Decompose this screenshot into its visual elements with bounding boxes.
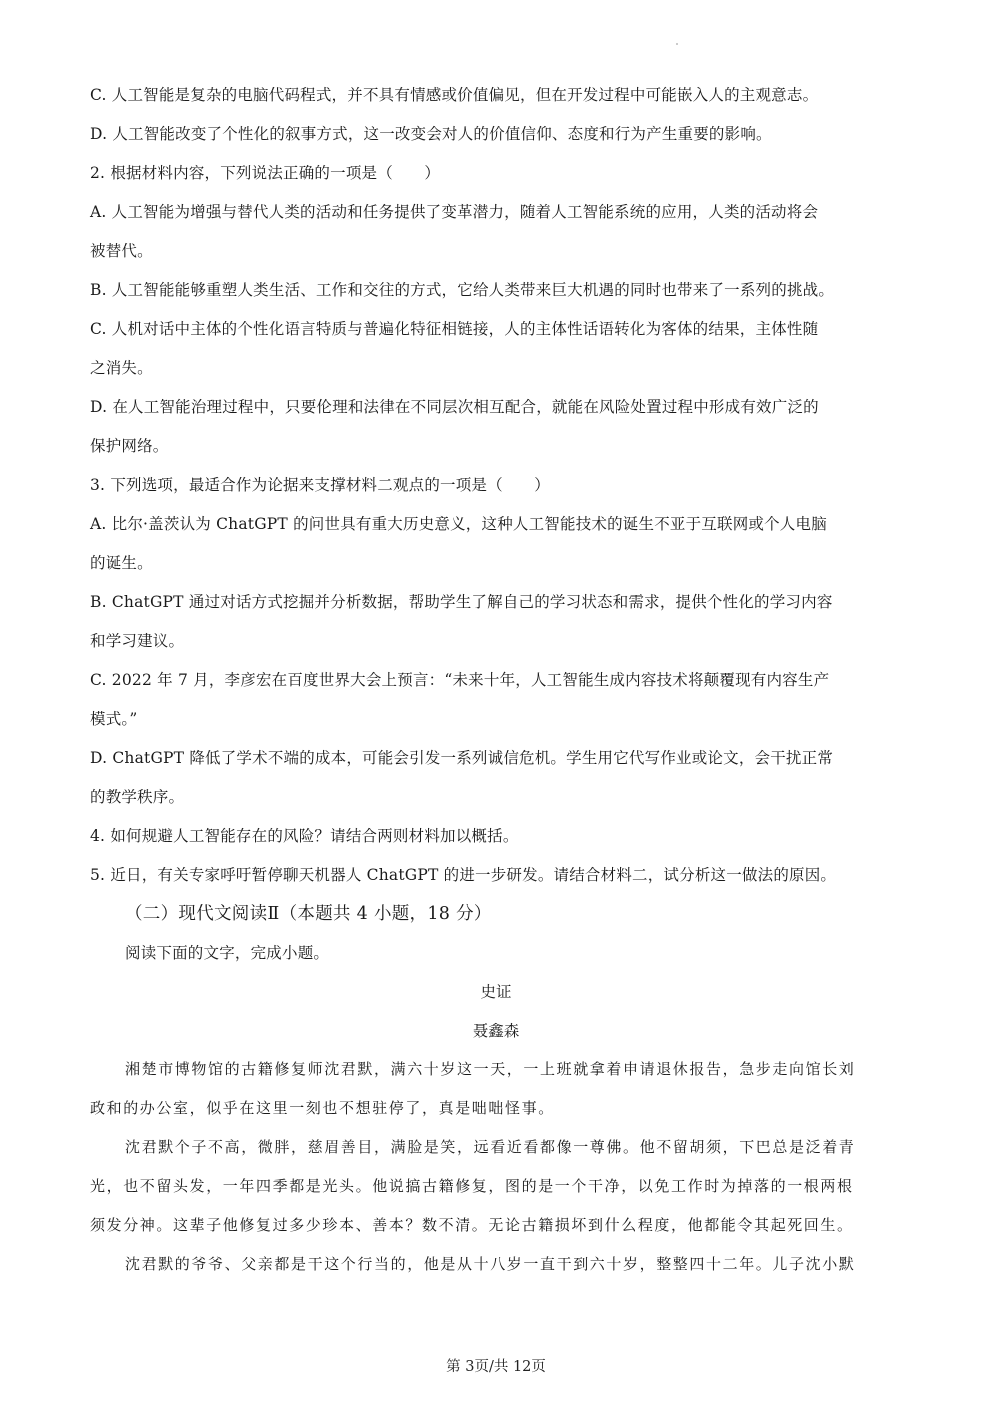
q3-option-b-line1: B. ChatGPT 通过对话方式挖掘并分析数据，帮助学生了解自己的学习状态和需求，提供个性化的学习内容 bbox=[90, 593, 833, 611]
q3-option-d-line1: D. ChatGPT 降低了学术不端的成本，可能会引发一系列诚信危机。学生用它代写作业或论文，会干扰正常 bbox=[90, 749, 834, 767]
q2-option-c-line1: C. 人机对话中主体的个性化语言特质与普遍化特征相链接，人的主体性话语转化为客体的结果，主体性随 bbox=[90, 320, 819, 338]
story-paragraph-3-line1: 沈君默的爷爷、父亲都是干这个行当的，他是从十八岁一直干到六十岁，整整四十二年。儿子沈小默 bbox=[125, 1255, 856, 1273]
q2-option-a-line2: 被替代。 bbox=[90, 242, 153, 260]
story-paragraph-2-line2: 光，也不留头发，一年四季都是光头。他说搞古籍修复，图的是一个干净，以免工作时为掉落的一根两根 bbox=[90, 1177, 854, 1195]
q3-option-b-line2: 和学习建议。 bbox=[90, 632, 185, 650]
q1-option-d: D. 人工智能改变了个性化的叙事方式，这一改变会对人的价值信仰、态度和行为产生重要的影响。 bbox=[90, 125, 772, 143]
story-paragraph-2-line3: 须发分神。这辈子他修复过多少珍本、善本？数不清。无论古籍损坏到什么程度，他都能令其起死回生。 bbox=[90, 1216, 854, 1234]
q3-option-c-line1: C. 2022 年 7 月，李彦宏在百度世界大会上预言：“未来十年，人工智能生成内容技术将颠覆现有内容生产 bbox=[90, 671, 830, 689]
q5-stem: 5. 近日，有关专家呼吁暂停聊天机器人 ChatGPT 的进一步研发。请结合材料二，试分析这一做法的原因。 bbox=[90, 866, 837, 884]
q1-option-c: C. 人工智能是复杂的电脑代码程式，并不具有情感或价值偏见，但在开发过程中可能嵌入人的主观意志。 bbox=[90, 86, 819, 104]
q2-option-d-line1: D. 在人工智能治理过程中，只要伦理和法律在不同层次相互配合，就能在风险处置过程中形成有效广泛的 bbox=[90, 398, 819, 416]
q4-stem: 4. 如何规避人工智能存在的风险？请结合两则材料加以概括。 bbox=[90, 827, 519, 845]
q2-option-b: B. 人工智能能够重塑人类生活、工作和交往的方式，它给人类带来巨大机遇的同时也带来了一系列的挑战。 bbox=[90, 281, 835, 299]
story-paragraph-1-line2: 政和的办公室，似乎在这里一刻也不想驻停了，真是咄咄怪事。 bbox=[90, 1099, 555, 1117]
story-author: 聂鑫森 bbox=[472, 1022, 520, 1040]
q2-option-c-line2: 之消失。 bbox=[90, 359, 153, 377]
q2-option-d-line2: 保护网络。 bbox=[90, 437, 169, 455]
q3-option-c-line2: 模式。” bbox=[90, 710, 138, 728]
story-title: 史证 bbox=[480, 983, 512, 1001]
q3-option-a-line1: A. 比尔·盖茨认为 ChatGPT 的问世具有重大历史意义，这种人工智能技术的诞生不亚于互联网或个人电脑 bbox=[90, 515, 827, 533]
page-number: 第 3页/共 12页 bbox=[446, 1359, 546, 1375]
story-paragraph-2-line1: 沈君默个子不高，微胖，慈眉善目，满脸是笑，远看近看都像一尊佛。他不留胡须，下巴总是泛着青 bbox=[125, 1138, 856, 1156]
q2-stem: 2. 根据材料内容，下列说法正确的一项是（ ） bbox=[90, 164, 441, 182]
section-title: （二）现代文阅读Ⅱ（本题共 4 小题，18 分） bbox=[125, 904, 492, 924]
q3-stem: 3. 下列选项，最适合作为论据来支撑材料二观点的一项是（ ） bbox=[90, 476, 550, 494]
scan-dot bbox=[676, 43, 678, 45]
q3-option-d-line2: 的教学秩序。 bbox=[90, 788, 185, 806]
section-instruction: 阅读下面的文字，完成小题。 bbox=[125, 944, 330, 962]
story-paragraph-1-line1: 湘楚市博物馆的古籍修复师沈君默，满六十岁这一天，一上班就拿着申请退休报告，急步走向馆长刘 bbox=[125, 1060, 856, 1078]
q3-option-a-line2: 的诞生。 bbox=[90, 554, 153, 572]
q2-option-a-line1: A. 人工智能为增强与替代人类的活动和任务提供了变革潜力，随着人工智能系统的应用，人类的活动将会 bbox=[90, 203, 819, 221]
